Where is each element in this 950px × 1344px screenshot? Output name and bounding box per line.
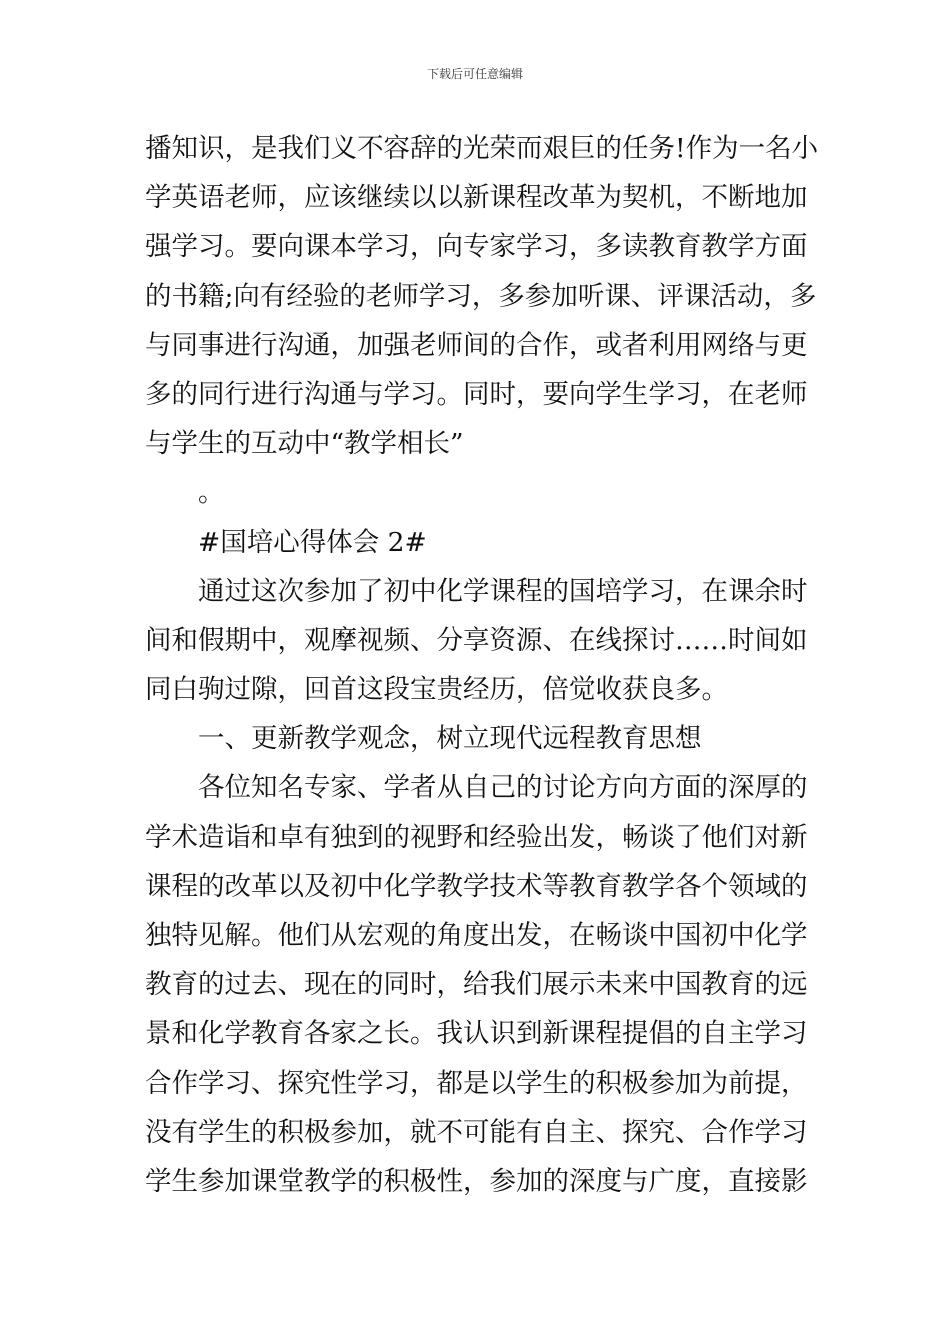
text-line: 课程的改革以及初中化学教学技术等教育教学各个领域的 <box>145 870 808 902</box>
document-body <box>145 124 819 1206</box>
text-line: 与学生的互动中“教学相长” <box>145 428 464 460</box>
text-line: 多的同行进行沟通与学习。同时，要向学生学习，在老师 <box>145 378 808 410</box>
text-line: 的书籍;向有经验的老师学习，多参加听课、评课活动，多 <box>145 280 817 312</box>
text-line: 同白驹过隙，回首这段宝贵经历，倍觉收获良多。 <box>145 674 728 706</box>
text-line: 学英语老师，应该继续以以新课程改革为契机，不断地加 <box>145 182 808 214</box>
text-line: 与同事进行沟通，加强老师间的合作，或者利用网络与更 <box>145 329 808 361</box>
text-line: 各位知名专家、学者从自己的讨论方向方面的深厚的 <box>198 772 808 804</box>
text-line: 合作学习、探究性学习，都是以学生的积极参加为前提， <box>145 1067 808 1099</box>
text-line: #国培心得体会 2# <box>198 526 427 558</box>
text-line: 教育的过去、现在的同时，给我们展示未来中国教育的远 <box>145 969 808 1001</box>
page-header: 下载后可任意编辑 <box>426 67 523 81</box>
text-line: 强学习。要向课本学习，向专家学习，多读教育教学方面 <box>145 231 808 263</box>
text-line: 独特见解。他们从宏观的角度出发，在畅谈中国初中化学 <box>145 920 808 951</box>
text-line: 一、更新教学观念，树立现代远程教育思想 <box>198 723 702 755</box>
text-line: 景和化学教育各家之长。我认识到新课程提倡的自主学习 <box>145 1018 808 1050</box>
text-line: 学术造诣和卓有独到的视野和经验出发，畅谈了他们对新 <box>145 821 808 853</box>
text-line: 间和假期中，观摩视频、分享资源、在线探讨……时间如 <box>145 624 808 656</box>
text-line: 没有学生的积极参加，就不可能有自主、探究、合作学习 <box>145 1116 808 1148</box>
text-line: 。 <box>198 477 225 509</box>
text-line: 播知识，是我们义不容辞的光荣而艰巨的任务!作为一名小 <box>145 133 819 164</box>
text-line: 学生参加课堂教学的积极性，参加的深度与广度，直接影 <box>145 1165 808 1197</box>
text-line: 通过这次参加了初中化学课程的国培学习，在课余时 <box>198 575 808 607</box>
